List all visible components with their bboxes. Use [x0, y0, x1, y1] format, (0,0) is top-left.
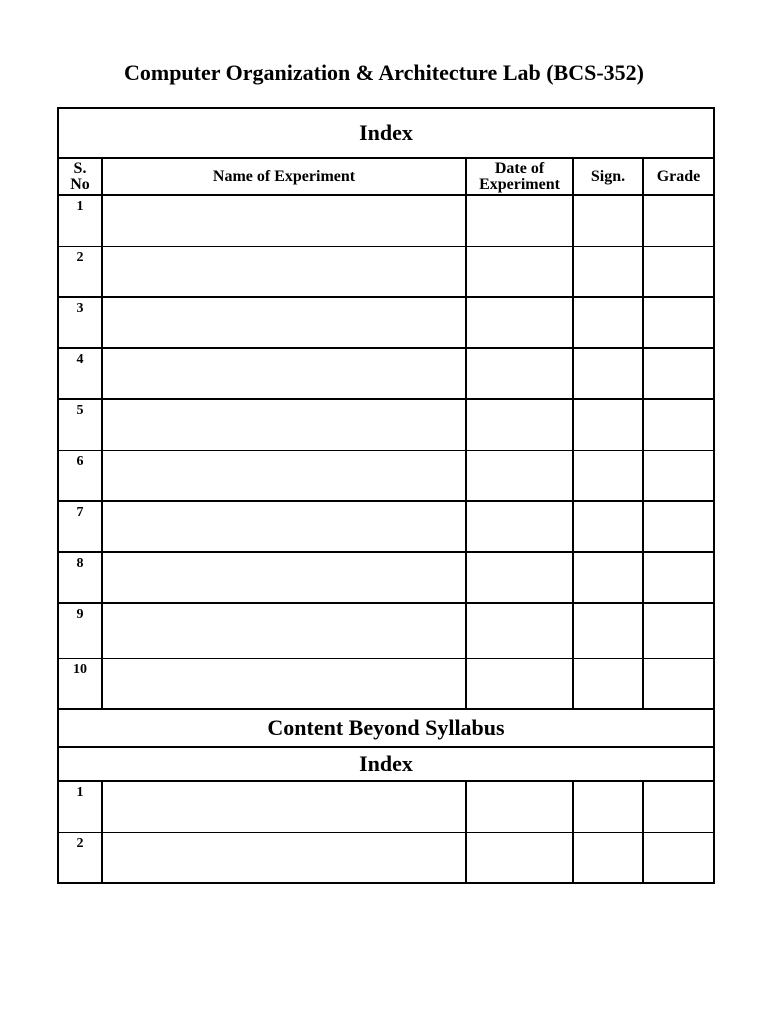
experiment-name-cell: [102, 658, 466, 709]
grade-cell: [643, 781, 714, 832]
table-row: [58, 552, 714, 603]
header-sno: [58, 158, 102, 195]
grade-cell: [643, 195, 714, 246]
sign-cell: [573, 781, 643, 832]
sign-cell: [573, 297, 643, 348]
sno-cell: 8: [58, 552, 102, 603]
sno-cell: 1: [58, 195, 102, 246]
grade-cell: [643, 246, 714, 297]
table-row: [58, 501, 714, 552]
table-row: [58, 195, 714, 246]
experiment-date-cell: [466, 832, 573, 883]
header-date: [466, 158, 573, 195]
grade-cell: [643, 552, 714, 603]
sign-cell: [573, 552, 643, 603]
experiment-date-cell: [466, 297, 573, 348]
header-sno-line2: No: [70, 175, 90, 193]
experiment-name-cell: [102, 603, 466, 658]
experiment-name-cell: [102, 552, 466, 603]
table-row: [58, 781, 714, 832]
experiment-date-cell: [466, 450, 573, 501]
sno-cell: 5: [58, 399, 102, 450]
index-table: [57, 107, 715, 884]
header-row: [58, 158, 714, 195]
sign-cell: [573, 399, 643, 450]
header-grade: Grade: [643, 158, 714, 195]
sno-cell: 2: [58, 246, 102, 297]
beyond-syllabus-title: Content Beyond Syllabus: [58, 709, 714, 747]
grade-cell: [643, 603, 714, 658]
sign-cell: [573, 658, 643, 709]
sno-cell: 4: [58, 348, 102, 399]
table-row: [58, 450, 714, 501]
grade-cell: [643, 297, 714, 348]
experiment-name-cell: [102, 501, 466, 552]
index-title: Index: [58, 108, 714, 158]
experiment-name-cell: [102, 297, 466, 348]
header-date-line2: Experiment: [479, 175, 560, 193]
beyond-index-row: [58, 747, 714, 781]
sign-cell: [573, 348, 643, 399]
sno-cell: 10: [58, 658, 102, 709]
sno-cell: 9: [58, 603, 102, 658]
beyond-index-title: Index: [58, 747, 714, 781]
sno-cell: 3: [58, 297, 102, 348]
grade-cell: [643, 450, 714, 501]
grade-cell: [643, 832, 714, 883]
experiment-date-cell: [466, 781, 573, 832]
table-row: [58, 603, 714, 658]
table-row: [58, 832, 714, 883]
sno-cell: 7: [58, 501, 102, 552]
sno-cell: 1: [58, 781, 102, 832]
table-row: [58, 399, 714, 450]
experiment-name-cell: [102, 246, 466, 297]
beyond-syllabus-row: [58, 709, 714, 747]
sign-cell: [573, 501, 643, 552]
sign-cell: [573, 246, 643, 297]
header-date-line1: Date of: [494, 159, 545, 177]
experiment-name-cell: [102, 450, 466, 501]
experiment-name-cell: [102, 399, 466, 450]
experiment-date-cell: [466, 195, 573, 246]
table-row: [58, 348, 714, 399]
grade-cell: [643, 348, 714, 399]
sign-cell: [573, 450, 643, 501]
index-title-row: [58, 108, 714, 158]
document-title: Computer Organization & Architecture Lab (BCS-352): [123, 60, 645, 85]
table-row: [58, 297, 714, 348]
experiment-date-cell: [466, 552, 573, 603]
grade-cell: [643, 658, 714, 709]
table-row: [58, 246, 714, 297]
experiment-date-cell: [466, 246, 573, 297]
grade-cell: [643, 501, 714, 552]
sign-cell: [573, 832, 643, 883]
experiment-date-cell: [466, 399, 573, 450]
experiment-date-cell: [466, 501, 573, 552]
header-sign: Sign.: [573, 158, 643, 195]
experiment-name-cell: [102, 195, 466, 246]
table-row: [58, 658, 714, 709]
header-sno-line1: S.: [73, 159, 87, 177]
sno-cell: 2: [58, 832, 102, 883]
sign-cell: [573, 195, 643, 246]
experiment-date-cell: [466, 658, 573, 709]
sign-cell: [573, 603, 643, 658]
experiment-date-cell: [466, 603, 573, 658]
experiment-name-cell: [102, 348, 466, 399]
experiment-date-cell: [466, 348, 573, 399]
header-name: Name of Experiment: [102, 158, 466, 195]
grade-cell: [643, 399, 714, 450]
experiment-name-cell: [102, 832, 466, 883]
sno-cell: 6: [58, 450, 102, 501]
experiment-name-cell: [102, 781, 466, 832]
